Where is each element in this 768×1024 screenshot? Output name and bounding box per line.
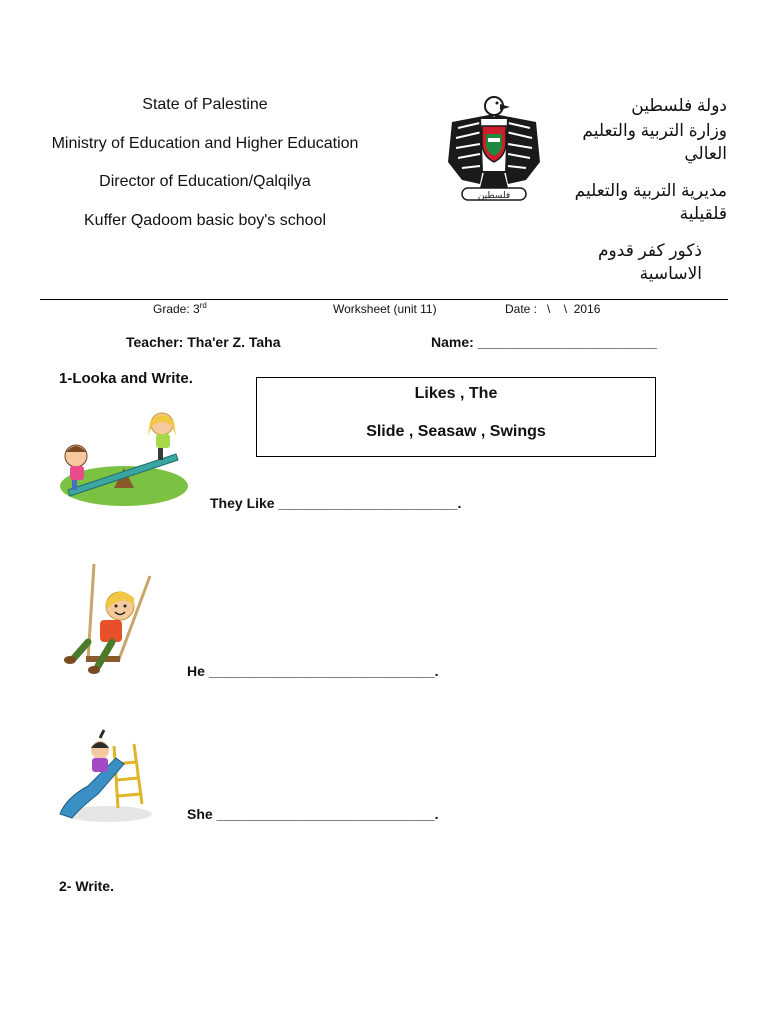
- arabic-line-director: مديرية التربية والتعليم قلقيلية: [574, 181, 727, 223]
- swing-picture: [58, 562, 154, 680]
- word-bank-box: [256, 377, 656, 457]
- header-line-director: Director of Education/Qalqilya: [99, 173, 311, 190]
- date-label: Date : \ \ 2016: [505, 302, 601, 316]
- sentence-he[interactable]: He _____________________________.: [187, 663, 439, 679]
- teacher-label: Teacher: Tha'er Z. Taha: [126, 334, 281, 350]
- sentence-they-like[interactable]: They Like _______________________.: [210, 495, 462, 511]
- arabic-line-ministry: وزارة التربية والتعليم العالي: [582, 121, 727, 163]
- slide-picture: [58, 728, 156, 824]
- header-line-school: Kuffer Qadoom basic boy's school: [84, 211, 326, 229]
- word-bank-line1: Likes , The: [414, 385, 498, 402]
- name-field[interactable]: Name: _______________________: [431, 334, 657, 350]
- arabic-line-state: دولة فلسطين: [631, 96, 727, 115]
- header-line-ministry: Ministry of Education and Higher Education: [51, 134, 359, 152]
- palestine-emblem: [444, 92, 544, 204]
- header-line-state: State of Palestine: [142, 96, 268, 113]
- sentence-she[interactable]: She ____________________________.: [187, 806, 439, 822]
- arabic-line-school: ذكور كفر قدوم الاساسية: [598, 241, 702, 283]
- worksheet-label: Worksheet (unit 11): [333, 302, 437, 316]
- grade-label: [153, 301, 207, 316]
- english-header: [40, 94, 370, 248]
- emblem-caption: فلسطين: [477, 191, 511, 201]
- word-bank-line2: Slide , Seasaw , Swings: [366, 423, 546, 440]
- grade-text: Grade: 3: [153, 302, 200, 316]
- header-divider: [40, 299, 728, 300]
- exercise1-title: 1-Looka and Write.: [59, 370, 193, 387]
- seesaw-picture: [58, 404, 192, 510]
- exercise2-title: 2- Write.: [59, 878, 114, 894]
- grade-superscript: rd: [199, 301, 207, 310]
